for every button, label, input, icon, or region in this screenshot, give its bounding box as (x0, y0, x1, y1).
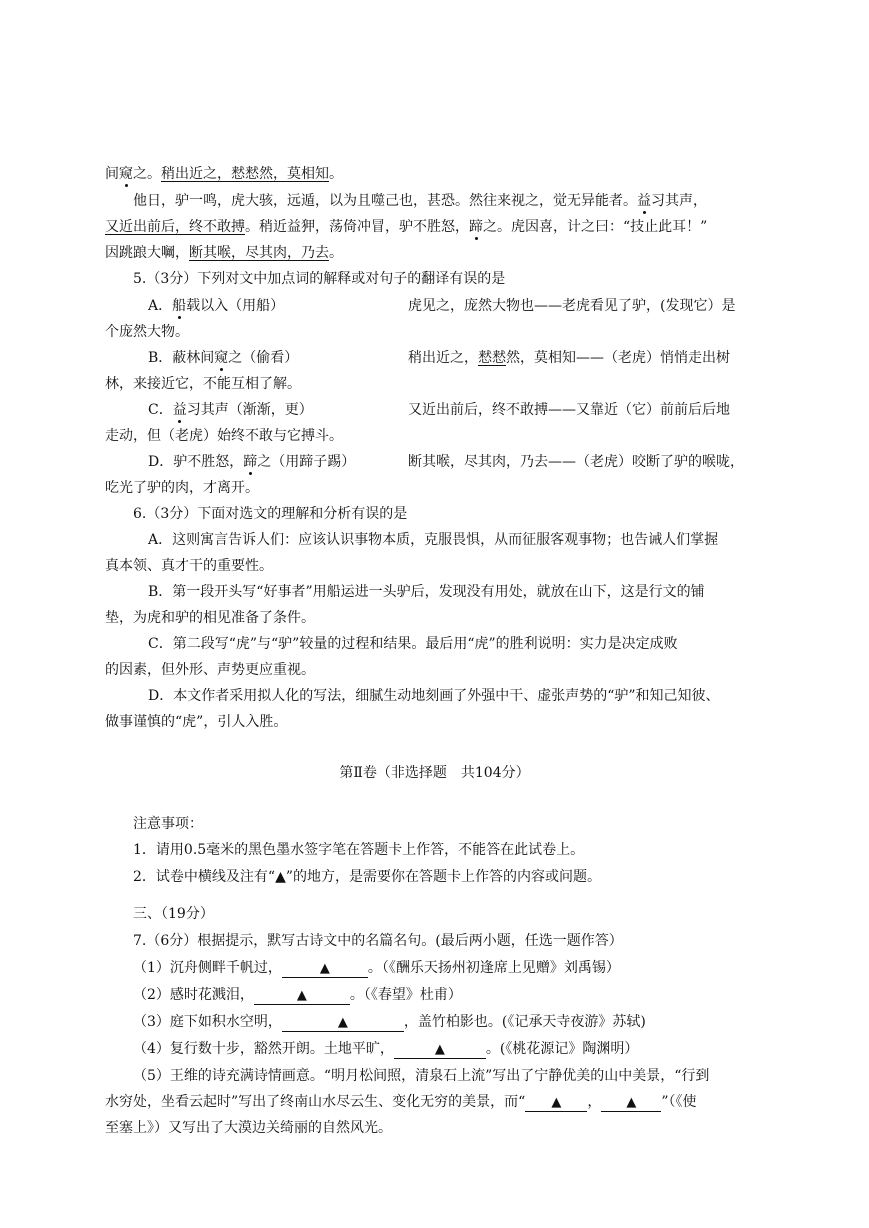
q7-item-2: （2）感时花溅泪， ▲ 。（《春望》杜甫） (133, 987, 462, 1003)
q7-item-5-line-2: 水穷处，坐看云起时”写出了终南山水尽云生、变化无穷的美景，而“ ▲ ， ▲ ”（《使 (105, 1094, 697, 1110)
q6-option-d: D．本文作者采用拟人化的写法，细腻生动地刻画了外强中干、虚张声势的“驴”和知己知彼、 (148, 688, 720, 704)
q5-option-a-right: 虎见之，庞然大物也——老虎看见了驴，(发现它）是 (408, 298, 736, 314)
q6-option-d-cont: 做事谨慎的“虎”，引人入胜。 (105, 714, 288, 730)
q6-option-b-cont: 垫，为虎和驴的相见准备了条件。 (105, 610, 315, 626)
q7-item-5: （5）王维的诗充满诗情画意。“明月松间照，清泉石上流”写出了宁静优美的山中美景，“行到 (133, 1068, 710, 1084)
q5-option-b-right: 稍出近之，慭慭然，莫相知——（老虎）悄悄走出树 (408, 350, 730, 366)
q5-option-b-left: B．蔽林间窥之（偷看） (148, 350, 299, 366)
q6-option-b: B．第一段开头写“好事者”用船运进一头驴后，发现没有用处，就放在山下，这是行文的铺 (148, 584, 705, 600)
note-1: 1．请用0.5毫米的黑色墨水签字笔在答题卡上作答，不能答在此试卷上。 (133, 842, 585, 858)
q7-item-5-line-3: 至塞上》）又写出了大漠边关绮丽的自然风光。 (105, 1120, 392, 1136)
triangle-icon: ▲ (434, 1042, 445, 1057)
underlined-word: 慭慭 (478, 350, 506, 366)
q5-option-d-left: D．驴不胜怒，蹄之（用蹄子踢） (148, 454, 356, 470)
q5-option-c-right: 又近出前后，终不敢搏——又靠近（它）前前后后地 (408, 402, 730, 418)
emphasis-char: 窥 (119, 166, 133, 182)
q5-option-c-cont: 走动，但（老虎）始终不敢与它搏斗。 (105, 428, 343, 444)
emphasis-char: 蹄 (243, 454, 258, 470)
emphasis-char: 益 (172, 402, 187, 418)
q5-option-a-cont: 个庞然大物。 (105, 324, 189, 340)
answer-blank[interactable] (282, 1014, 404, 1032)
triangle-icon: ▲ (551, 1095, 562, 1110)
q5-option-c-left: C．益习其声（渐渐，更） (148, 402, 313, 418)
underlined-sentence: 断其喉，尽其肉，乃去 (189, 245, 329, 261)
answer-blank[interactable] (394, 1041, 486, 1059)
q6-option-a-cont: 真本领、真才干的重要性。 (105, 558, 273, 574)
answer-blank[interactable] (525, 1094, 587, 1112)
emphasis-char: 蹄 (469, 219, 483, 235)
q5-option-b-cont: 林，来接近它，不能互相了解。 (105, 376, 301, 392)
part-3-title: 三、（19分） (133, 906, 214, 922)
answer-blank[interactable] (601, 1094, 661, 1112)
q6-option-a: A．这则寓言告诉人们：应该认识事物本质，克服畏惧，从而征服客观事物；也告诫人们掌握 (148, 532, 719, 548)
q6-stem: 6.（3分）下面对选文的理解和分析有误的是 (133, 506, 408, 522)
passage-line-4: 因跳踉大㘎，断其喉，尽其肉，乃去。 (105, 245, 343, 261)
triangle-icon: ▲ (296, 988, 307, 1003)
note-2: 2．试卷中横线及注有“▲”的地方，是需要你在答题卡上作答的内容或问题。 (133, 869, 601, 885)
emphasis-char: 益 (637, 193, 651, 209)
q7-item-4: （4）复行数十步，豁然开朗。土地平旷， ▲ 。(《桃花源记》陶渊明） (133, 1041, 639, 1057)
q6-option-c-cont: 的因素，但外形、声势更应重视。 (105, 662, 315, 678)
triangle-icon: ▲ (319, 961, 330, 976)
notes-title: 注意事项： (133, 816, 203, 832)
emphasis-char: 船 (172, 298, 187, 314)
q7-stem: 7.（6分）根据提示，默写古诗文中的名篇名句。(最后两小题，任选一题作答） (133, 933, 623, 949)
q5-option-d-right: 断其喉，尽其肉，乃去——（老虎）咬断了驴的喉咙， (408, 454, 744, 470)
q5-option-a-left: A．船载以入（用船） (148, 298, 285, 314)
underlined-sentence: 又近出前后，终不敢搏 (105, 219, 245, 235)
q5-option-d-cont: 吃光了驴的肉，才离开。 (105, 480, 259, 496)
answer-blank[interactable] (282, 960, 368, 978)
q7-item-1: （1）沉舟侧畔千帆过， ▲ 。（《酬乐天扬州初逢席上见赠》刘禹锡） (133, 960, 620, 976)
section-2-title: 第Ⅱ卷（非选择题 共104分） (339, 765, 530, 781)
emphasis-char: 窥 (214, 350, 229, 366)
underlined-sentence: 稍出近之，慭慭然，莫相知 (161, 166, 329, 182)
triangle-icon: ▲ (626, 1095, 637, 1110)
answer-blank[interactable] (254, 987, 350, 1005)
q7-item-3: （3）庭下如积水空明， ▲ ，盖竹柏影也。(《记承天寺夜游》苏轼) (133, 1014, 646, 1030)
passage-line-3: 又近出前后，终不敢搏。稍近益狎，荡倚冲冒，驴不胜怒，蹄之。虎因喜，计之曰：“技止此耳！” (105, 219, 708, 235)
q6-option-c: C．第二段写“虎”与“驴”较量的过程和结果。最后用“虎”的胜利说明：实力是决定成败 (148, 636, 678, 652)
q5-stem: 5.（3分）下列对文中加点词的解释或对句子的翻译有误的是 (133, 271, 506, 287)
triangle-icon: ▲ (337, 1015, 348, 1030)
passage-line-1: 间窥之。稍出近之，慭慭然，莫相知。 (105, 166, 343, 182)
passage-line-2: 他日，驴一鸣，虎大骇，远遁，以为且噬己也，甚恐。然往来视之，觉无异能者。益习其声， (133, 193, 707, 209)
